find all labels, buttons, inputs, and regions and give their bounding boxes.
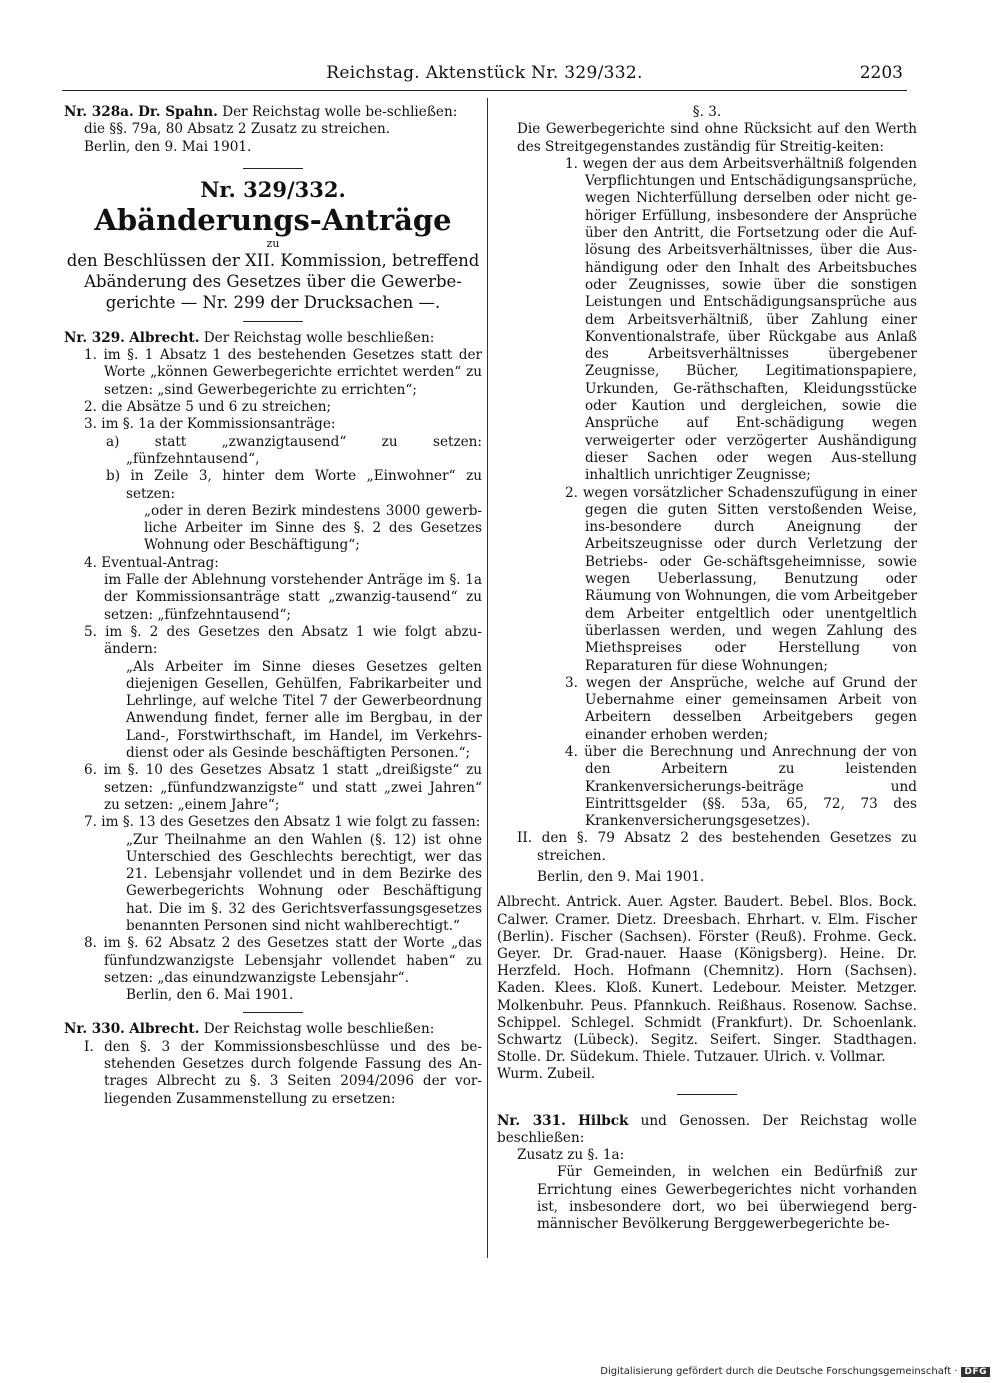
nr329-item-4-head: 4. Eventual-Antrag: (84, 554, 219, 571)
nr331-intro-text: und Genossen. Der Reichstag wolle beschließen: (497, 1112, 917, 1146)
nr331-zusatz: Zusatz zu §. 1a: (517, 1147, 625, 1164)
footer-text: Digitalisierung gefördert durch die Deutsche Forschungsgemeinschaft · (600, 1366, 958, 1377)
nr329-item-2: 2. die Absätze 5 und 6 zu streichen; (84, 399, 332, 416)
para3-item-2: 2. wegen vorsätzlicher Schadenszufügung in einer gegen die guten Sitten verstoßenden Weise, ins-besondere durch Aneignung der Arbeitszeugnisse oder durch Verletzung der Betriebs- oder Ge-schäftsgeheimnisse, sowie wegen Ueberlassung, Benutzung oder Räumung von Wohnungen, die vom Arbeitgeber dem Arbeiter entgeltlich oder unentgeltlich überlassen werden, und wegen Zahlung des Miethspreises oder Herstellung von Reparaturen für diese Wohnungen; (565, 484, 917, 674)
nr329-author: Albrecht. (129, 329, 200, 346)
nr331-head: Nr. 331. (497, 1112, 566, 1129)
dfg-logo: DFG (961, 1367, 990, 1377)
signatories: Albrecht. Antrick. Auer. Agster. Baudert. Bebel. Blos. Bock. Calwer. Cramer. Dietz. Dreesbach. Ehrhart. v. Elm. Fischer (Berlin). Fischer (Sachsen). Förster (Reuß). Frohme. Geck. Geyer. Dr. Grad-nauer. Haase (Königsberg). Heine. Dr. Herzfeld. Hoch. Hofmann (Chemnitz). Horn (Sachsen). Kaden. Klees. Kloß. Kunert. Ledebour. Meister. Metzger. Molkenbuhr. Peus. Pfannkuch. Reißhaus. Rosenow. Sachse. Schippel. Schlegel. Schmidt (Frankfurt). Dr. Schoenlank. Schwartz (Lübeck). Segitz. Seifert. Singer. Stadthagen. Stolle. Dr. Südekum. Thiele. Tutzauer. Ulrich. v. Vollmar. (497, 894, 917, 1066)
nr329-item-8: 8. im §. 62 Absatz 2 des Gesetzes statt der Worte „das fünfundzwanzigste Lebensjahr vollendet haben“ zu setzen: „das einundzwanzigste Lebensjahr“. (84, 935, 482, 986)
nr328a-body: die §§. 79a, 80 Absatz 2 Zusatz zu streichen. (84, 121, 391, 138)
nr329-intro-text: Der Reichstag wolle beschließen: (203, 329, 435, 346)
left-column (64, 104, 482, 1108)
nr330-author: Albrecht. (129, 1021, 200, 1038)
nr329-item-3: 3. im §. 1a der Kommissionsanträge: (84, 416, 336, 433)
nr329-item-5-quote: „Als Arbeiter im Sinne dieses Gesetzes gelten diejenigen Gesellen, Gehülfen, Fabrikarbeiter und Lehrlinge, auf welche Titel 7 der Gewerbeordnung Anwendung findet, ferner alle im Bergbau, in der Land-, Forstwirthschaft, im Handel, im Verkehrs-dienst oder als Gesinde beschäftigten Personen.“; (126, 658, 482, 762)
nr328a-intro-text: Der Reichstag wolle be-schließen: (222, 104, 458, 120)
signatories-last: Wurm. Zubeil. (497, 1066, 596, 1083)
section-separator (677, 1094, 737, 1095)
page-header (62, 60, 907, 91)
page-number: 2203 (859, 63, 903, 83)
section-separator (243, 168, 303, 169)
nr331-intro (497, 1113, 917, 1148)
para3-item-4: 4. über die Berechnung und Anrechnung der von den Arbeitern zu leistenden Krankenversicherungs-beiträge und Eintrittsgelder (§§. 53a, 65, 72, 73 des Krankenversicherungsgesetzes). (565, 743, 917, 830)
right-column (497, 104, 917, 1234)
nr329-intro (64, 330, 482, 347)
nr329-item-4-body: im Falle der Ablehnung vorstehender Anträge im §. 1a der Kommissionsanträge statt „zwanzig-tausend“ zu setzen: „fünfzehntausend“; (104, 572, 482, 623)
section-separator (243, 321, 303, 322)
nr329-item-3b: b) in Zeile 3, hinter dem Worte „Einwohner“ zu setzen: (106, 468, 482, 502)
heading-subtitle: den Beschlüssen der XII. Kommission, betreffend Abänderung des Gesetzes über die Gewerbe-gerichte — Nr. 299 der Drucksachen —. (66, 250, 480, 312)
nr331-quote: Für Gemeinden, in welchen ein Bedürfniß zur Errichtung eines Gewerbegerichtes nicht vorhanden ist, insbesondere dort, wo bei überwiegend berg-männischer Bevölkerung Berggewerbegerichte be- (537, 1164, 917, 1233)
heading-title: Abänderungs-Anträge (94, 202, 452, 237)
heading-zu: zu (266, 236, 280, 250)
nr329-date: Berlin, den 6. Mai 1901. (126, 987, 294, 1004)
digitization-footer (600, 1366, 990, 1377)
heading-number: Nr. 329/332. (200, 176, 346, 202)
nr328a-date: Berlin, den 9. Mai 1901. (84, 138, 252, 155)
nr329-item-7-quote: „Zur Theilnahme an den Wahlen (§. 12) ist ohne Unterschied des Geschlechts berechtigt, wer das 21. Lebensjahr vollendet und in dem Bezirke des Gewerbegerichts Wohnung oder Beschäftigung hat. Die im §. 32 des Gerichtsverfassungsgesetzes benannten Personen sind nicht wahlberechtigt.“ (126, 831, 482, 934)
para3-date: Berlin, den 9. Mai 1901. (537, 869, 705, 886)
para3-item-3: 3. wegen der Ansprüche, welche auf Grund der Uebernahme einer gemeinsamen Arbeit von Arbeitern desselben Arbeitgebers gegen einander erhoben werden; (565, 674, 917, 743)
header-title: Reichstag. Aktenstück Nr. 329/332. (326, 63, 643, 83)
nr329-item-3-quote: „oder in deren Bezirk mindestens 3000 gewerb-liche Arbeiter im Sinne des §. 2 des Gesetzes Wohnung oder Beschäftigung“; (144, 502, 482, 554)
nr329-item-7-head: 7. im §. 13 des Gesetzes den Absatz 1 wie folgt zu fassen: (84, 814, 481, 831)
nr328a-author: Dr. Spahn. (138, 104, 218, 120)
nr330-head: Nr. 330. (64, 1021, 125, 1038)
nr330-item-1: I. den §. 3 der Kommissionsbeschlüsse und des be-stehenden Gesetzes durch folgende Fassung des An-trages Albrecht zu §. 3 Seiten 2094/2096 der vor-liegenden Zusammenstellung zu ersetzen: (84, 1038, 482, 1107)
para3-head: §. 3. (692, 104, 722, 120)
section-separator (243, 1012, 303, 1013)
nr329-item-5-head: 5. im §. 2 des Gesetzes den Absatz 1 wie folgt abzu-ändern: (84, 623, 482, 658)
nr330-intro (64, 1021, 482, 1038)
para3-intro: Die Gewerbegerichte sind ohne Rücksicht auf den Werth des Streitgegenstandes zuständig für Streitig-keiten: (517, 121, 917, 155)
nr331-author: Hilbck (578, 1112, 629, 1129)
nr329-head: Nr. 329. (64, 329, 125, 346)
nr330-intro-text: Der Reichstag wolle beschließen: (203, 1021, 435, 1038)
nr329-item-3a: a) statt „zwanzigtausend“ zu setzen: „fünfzehntausend“, (106, 433, 482, 467)
nr328a-intro (64, 104, 482, 121)
nr329-item-6: 6. im §. 10 des Gesetzes Absatz 1 statt „dreißigste“ zu setzen: „fünfundzwanzigste“ und statt „zwei Jahren“ zu setzen: „einem Jahre“; (84, 762, 482, 813)
nr329-item-1: 1. im §. 1 Absatz 1 des bestehenden Gesetzes statt der Worte „können Gewerbegerichte errichtet werden“ zu setzen: „sind Gewerbegerichte zu errichten“; (84, 347, 482, 398)
column-divider (487, 98, 488, 1258)
para3-item-1: 1. wegen der aus dem Arbeitsverhältniß folgenden Verpflichtungen und Entschädigungsansprüche, wegen Nichterfüllung derselben oder nicht ge-höriger Erfüllung, insbesondere der Ansprüche über den Antritt, die Fortsetzung oder die Auf-lösung des Arbeitsverhältnisses, über die Aus-händigung oder den Inhalt des Arbeitsbuches oder Zeugnisses, sowie über die sonstigen Leistungen und Entschädigungsansprüche aus dem Arbeitsverhältniß, über Zahlung einer Konventionalstrafe, über Rückgabe aus Anlaß des Arbeitsverhältnisses übergebener Zeugnisse, Bücher, Legitimationspapiere, Urkunden, Ge-räthschaften, Kleidungsstücke oder Kaution und dergleichen, sowie die Ansprüche auf Ent-schädigung wegen verweigerter oder verzögerter Aushändigung dieser Sachen oder wegen Aus-stellung inhaltlich unrichtiger Zeugnisse; (565, 155, 917, 484)
para3-item-ii: II. den §. 79 Absatz 2 des bestehenden Gesetzes zu streichen. (517, 830, 917, 864)
nr328a-head: Nr. 328a. (64, 104, 134, 120)
